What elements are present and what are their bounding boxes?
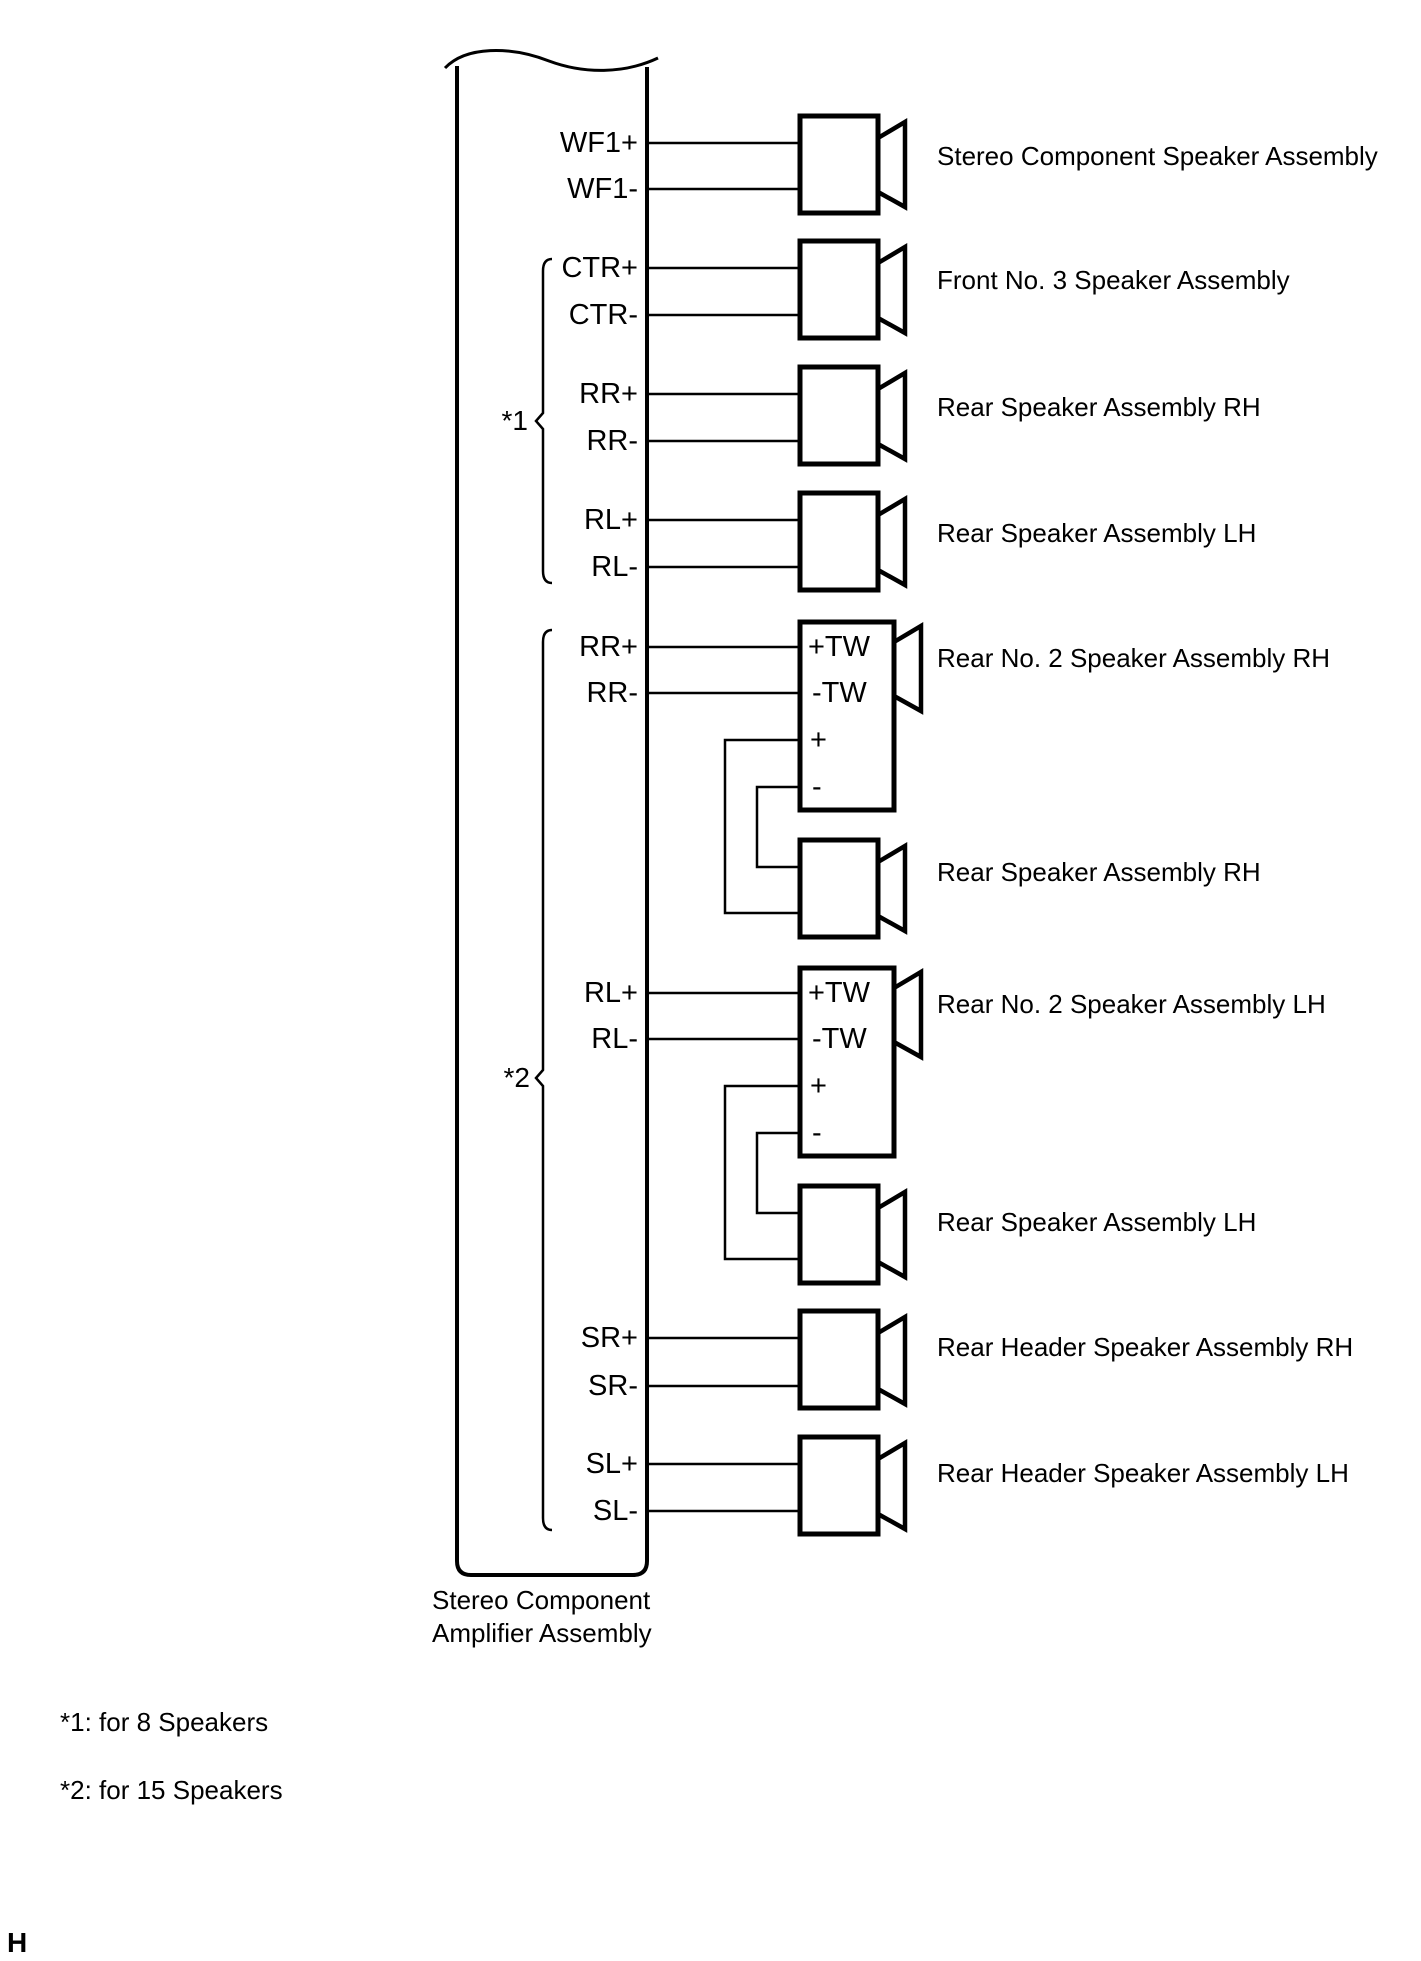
terminal-label-sr-minus: SR- [588, 1370, 638, 1402]
speaker-horn-icon [878, 247, 905, 333]
terminal-label-rl-minus: RL- [591, 551, 638, 583]
tw-terminal-plus: + [810, 724, 827, 756]
page-letter: H [7, 1927, 28, 1958]
speaker-label: Rear Header Speaker Assembly RH [937, 1332, 1354, 1362]
speaker-label: Rear No. 2 Speaker Assembly LH [937, 989, 1326, 1019]
tw-terminal-plus: + [810, 1070, 827, 1102]
terminal-label-sl-plus: SL+ [585, 1448, 638, 1480]
wire-rl [647, 520, 800, 567]
terminal-label-rr-plus: RR+ [579, 378, 638, 410]
tw-terminal-minus-tw: -TW [812, 1023, 867, 1055]
wire-minus-link [757, 1133, 800, 1213]
speaker-label: Rear Speaker Assembly RH [937, 392, 1261, 422]
wire-ctr [647, 268, 800, 315]
terminal-label-rr-minus: RR- [586, 425, 638, 457]
speaker-box [800, 367, 878, 464]
speaker-horn-icon [878, 1192, 905, 1277]
speaker-box [800, 116, 878, 213]
terminal-label-rl-plus: RL+ [583, 504, 638, 536]
speaker-label: Rear Header Speaker Assembly LH [937, 1458, 1349, 1488]
row-rl [647, 493, 905, 590]
speaker-horn-icon [894, 626, 921, 711]
tw-terminal-plus-tw: +TW [808, 977, 871, 1009]
speaker-horn-icon [878, 1317, 905, 1404]
wire-minus-link [757, 787, 800, 867]
wire-wf1 [647, 143, 800, 189]
wire-sl [647, 1464, 800, 1511]
speaker-label: Rear Speaker Assembly LH [937, 518, 1257, 548]
bracket-2-tag: *2 [503, 1062, 530, 1093]
speaker-box [800, 493, 878, 590]
speaker-horn-icon [878, 122, 905, 207]
group-rr-no2-rh [647, 622, 921, 937]
bracket-1-tag: *1 [501, 405, 528, 436]
tw-terminal-minus: - [812, 771, 822, 803]
bracket-2-brace [536, 630, 552, 1530]
tw-terminal-minus-tw: -TW [812, 677, 867, 709]
terminal-label-ctr-plus: CTR+ [561, 252, 638, 284]
wire-plus-link [725, 1086, 800, 1259]
row-wf1 [647, 116, 905, 213]
group-rl-no2-lh [647, 968, 921, 1283]
terminal-label-rr2-minus: RR- [586, 677, 638, 709]
terminal-label-wf1-plus: WF1+ [559, 127, 638, 159]
wire-sr [647, 1338, 800, 1386]
speaker-label: Rear No. 2 Speaker Assembly RH [937, 643, 1331, 673]
wire-rl-no2 [647, 993, 800, 1039]
wire-rr [647, 394, 800, 441]
speaker-box [800, 840, 878, 937]
row-sl [647, 1437, 905, 1534]
speaker-horn-icon [878, 373, 905, 459]
speaker-label: Rear Speaker Assembly RH [937, 857, 1261, 887]
footnote-1: *1: for 8 Speakers [60, 1707, 269, 1737]
speaker-box [800, 241, 878, 338]
footnote-2: *2: for 15 Speakers [60, 1775, 283, 1805]
terminal-label-wf1-minus: WF1- [567, 173, 638, 205]
bracket-1-brace [536, 259, 552, 583]
speaker-label: Front No. 3 Speaker Assembly [937, 265, 1290, 295]
row-sr [647, 1311, 905, 1408]
terminal-label-rl2-minus: RL- [591, 1023, 638, 1055]
terminal-label-sl-minus: SL- [592, 1495, 638, 1527]
speaker-box [800, 1186, 878, 1283]
speaker-horn-icon [894, 972, 921, 1057]
speaker-label: Rear Speaker Assembly LH [937, 1207, 1257, 1237]
tw-terminal-minus: - [812, 1117, 822, 1149]
terminal-label-ctr-minus: CTR- [568, 299, 638, 331]
speaker-horn-icon [878, 846, 905, 931]
speaker-label: Stereo Component Speaker Assembly [937, 141, 1378, 171]
speaker-box [800, 1437, 878, 1534]
speaker-box [800, 1311, 878, 1408]
wire-plus-link [725, 740, 800, 913]
terminal-label-sr-plus: SR+ [580, 1322, 638, 1354]
terminal-label-rr2-plus: RR+ [579, 631, 638, 663]
row-ctr [647, 241, 905, 338]
amplifier-break-wave [445, 51, 658, 71]
speaker-horn-icon [878, 499, 905, 585]
speaker-horn-icon [878, 1443, 905, 1529]
amplifier-caption-line1: Stereo Component [432, 1585, 651, 1615]
terminal-label-rl2-plus: RL+ [583, 977, 638, 1009]
row-rr [647, 367, 905, 464]
amplifier-caption-line2: Amplifier Assembly [432, 1618, 652, 1648]
tw-terminal-plus-tw: +TW [808, 631, 871, 663]
wire-rr-no2 [647, 647, 800, 693]
amplifier-caption [432, 1584, 652, 1650]
